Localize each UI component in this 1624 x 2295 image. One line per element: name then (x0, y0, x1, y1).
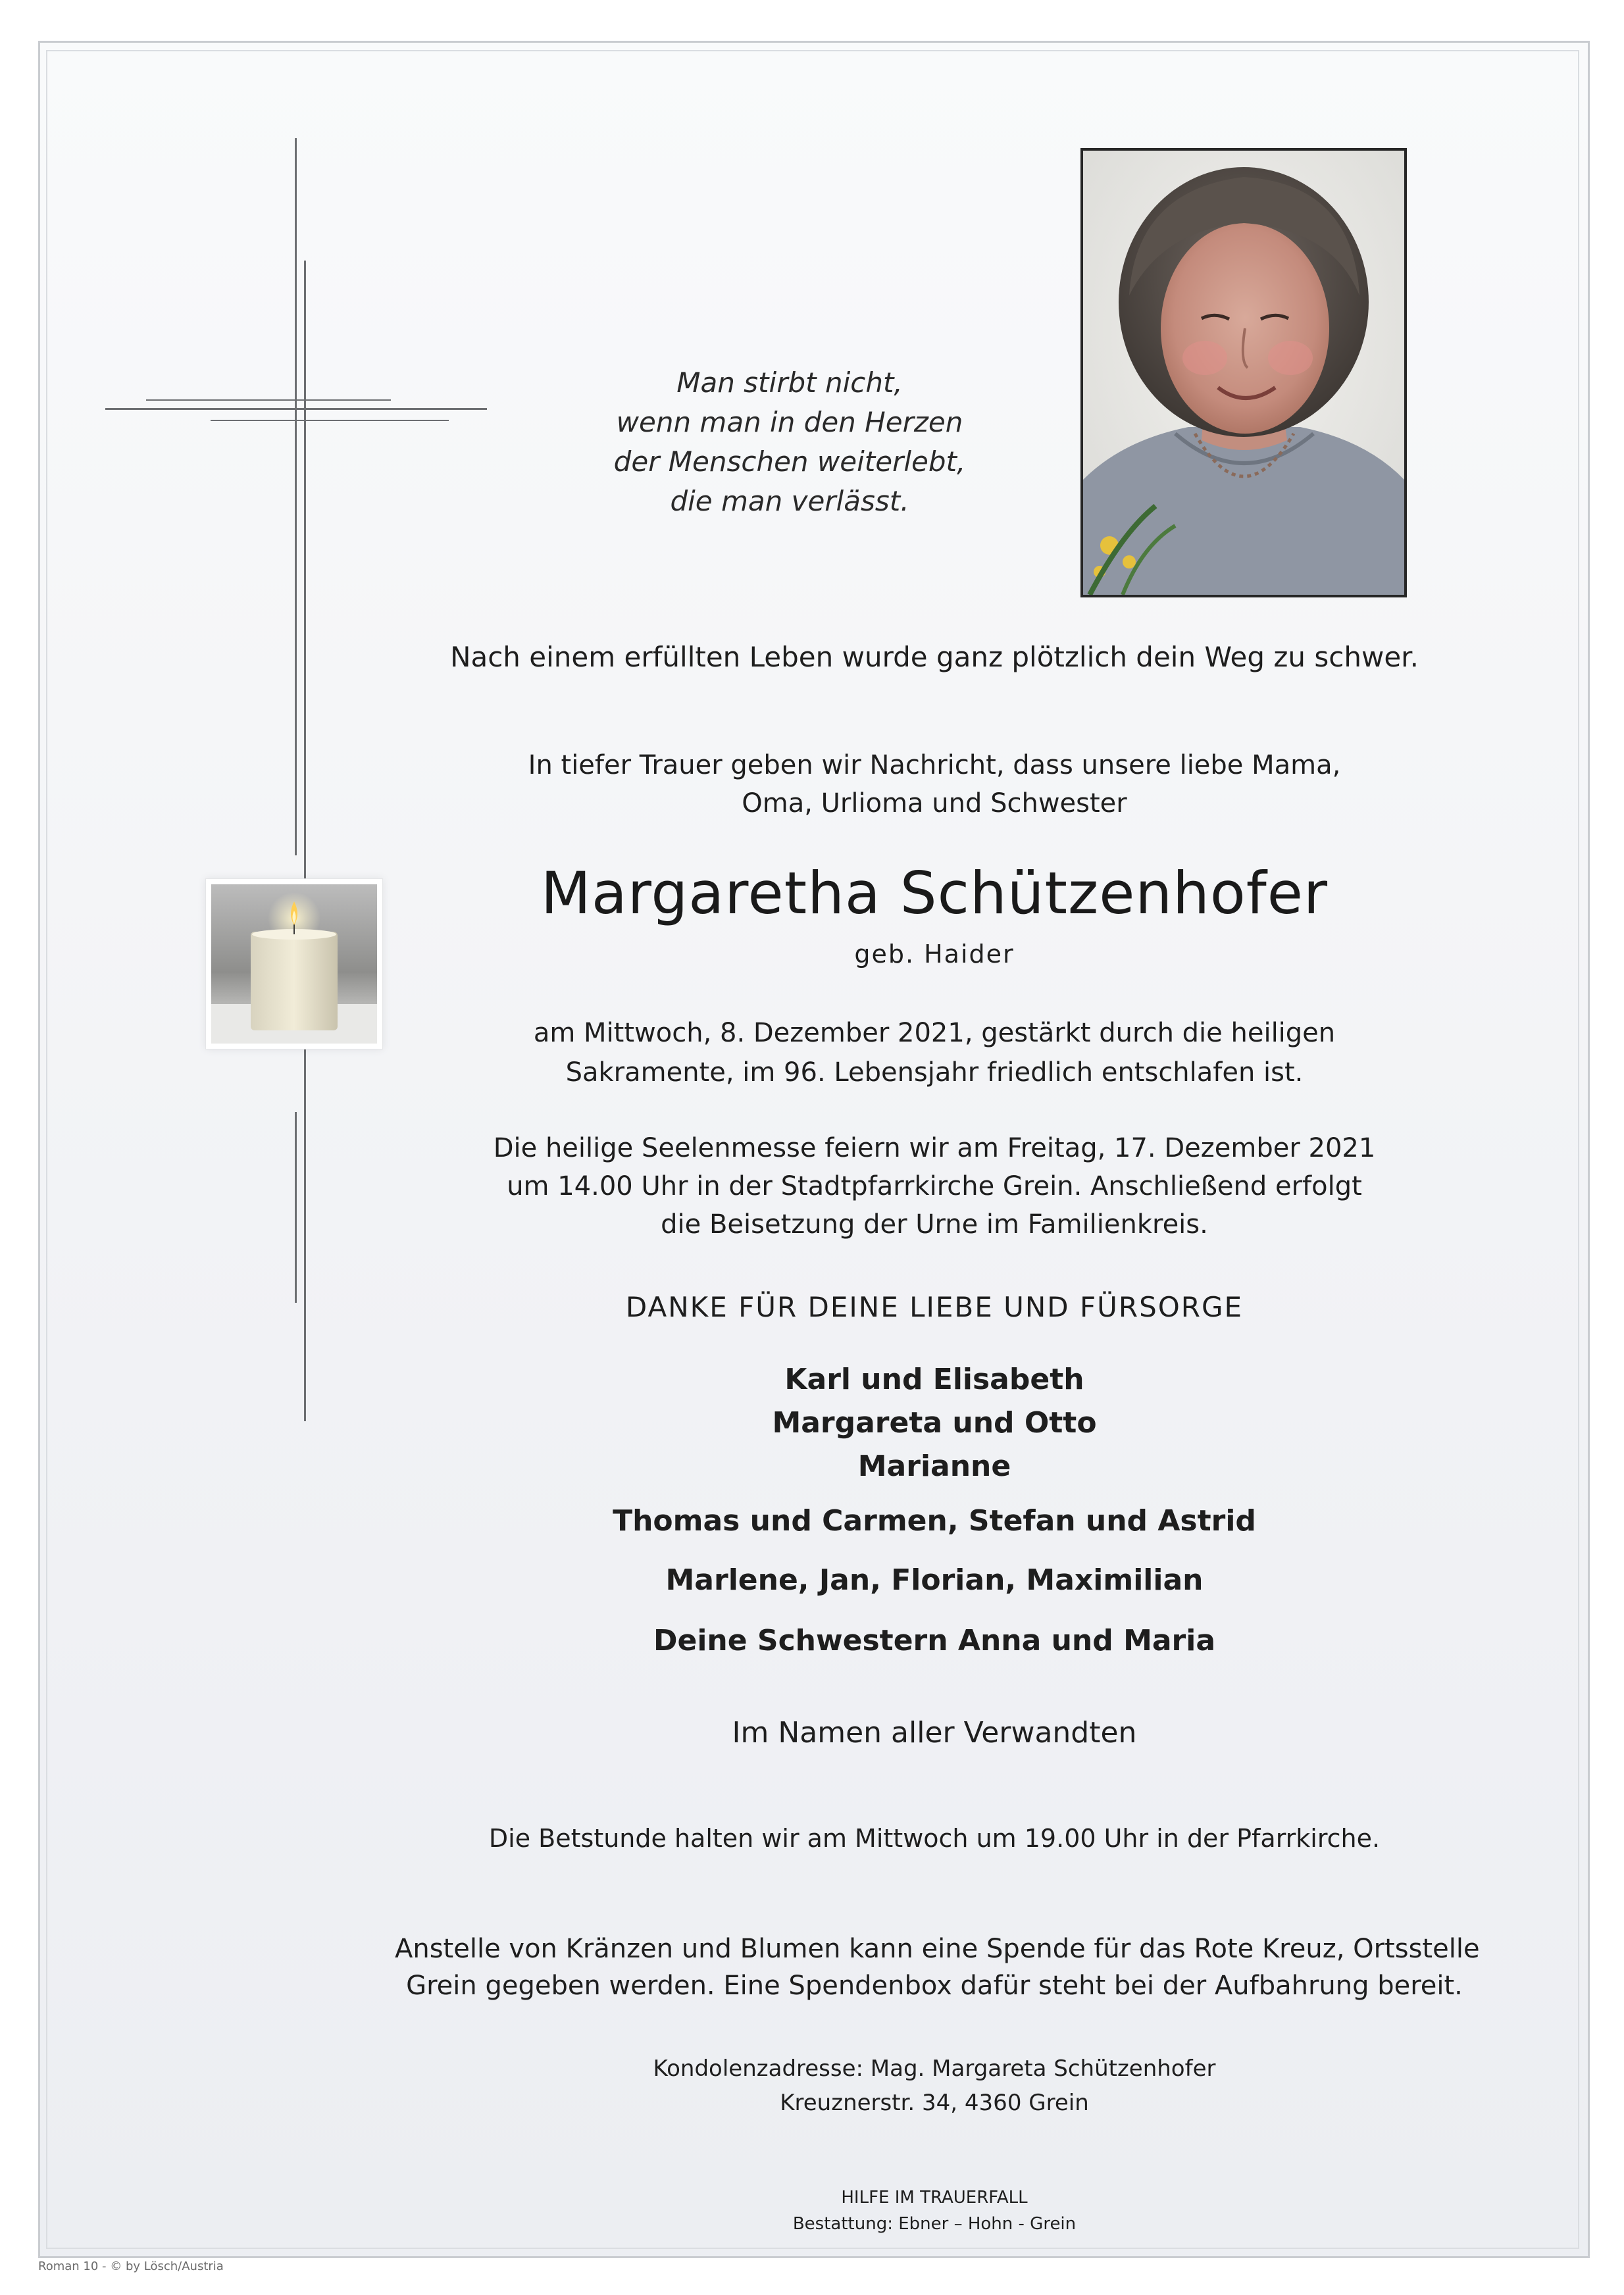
footer-credit: Roman 10 - © by Lösch/Austria (38, 2259, 224, 2273)
cross-vertical-line-c (295, 1112, 297, 1303)
birth-name: geb. Haider (854, 940, 1015, 969)
portrait-photo (1080, 148, 1407, 597)
condolence-address (395, 2052, 1474, 2120)
family-grandchildren: Thomas und Carmen, Stefan und Astrid (613, 1504, 1256, 1538)
mass-info-line: um 14.00 Uhr in der Stadtpfarrkirche Grein. Anschließend erfolgt (507, 1171, 1362, 1201)
thanks-heading: DANKE FÜR DEINE LIEBE UND FÜRSORGE (625, 1291, 1244, 1323)
quote-block (586, 363, 994, 521)
quote-line: die man verlässt. (670, 485, 909, 517)
announcement-line: Oma, Urlioma und Schwester (742, 788, 1127, 819)
cross-horizontal-line-a (105, 408, 487, 410)
cross-vertical-line-b (304, 261, 306, 1421)
family-great-grandchildren: Marlene, Jan, Florian, Maximilian (665, 1563, 1204, 1597)
family-sisters: Deine Schwestern Anna und Maria (653, 1624, 1216, 1657)
announcement-line: In tiefer Trauer geben wir Nachricht, dass unsere liebe Mama, (528, 750, 1341, 780)
intro-text: Nach einem erfüllten Leben wurde ganz plötzlich dein Weg zu schwer. (450, 641, 1419, 673)
candle-icon (205, 878, 383, 1049)
cross-horizontal-line-b (146, 399, 391, 401)
announcement-text (395, 746, 1474, 822)
deceased-name: Margaretha Schützenhofer (540, 859, 1329, 927)
relatives-text: Im Namen aller Verwandten (732, 1716, 1137, 1750)
mass-info (395, 1129, 1474, 1244)
quote-line: Man stirbt nicht, (676, 366, 903, 399)
death-notice-line: am Mittwoch, 8. Dezember 2021, gestärkt durch die heiligen (533, 1018, 1336, 1048)
family-children (395, 1358, 1474, 1488)
donation-note (395, 1930, 1480, 2004)
undertaker-line: HILFE IM TRAUERFALL (841, 2188, 1028, 2207)
prayer-hour: Die Betstunde halten wir am Mittwoch um 19.00 Uhr in der Pfarrkirche. (488, 1824, 1381, 1853)
family-line: Margareta und Otto (772, 1406, 1097, 1440)
undertaker-info (395, 2184, 1474, 2237)
family-line: Marianne (857, 1450, 1011, 1483)
mass-info-line: Die heilige Seelenmesse feiern wir am Freitag, 17. Dezember 2021 (493, 1133, 1376, 1163)
death-notice-line: Sakramente, im 96. Lebensjahr friedlich entschlafen ist. (565, 1057, 1304, 1088)
cross-vertical-line-a (295, 138, 297, 855)
donation-line: Anstelle von Kränzen und Blumen kann eine Spende für das Rote Kreuz, Ortsstelle (395, 1934, 1480, 1964)
cross-horizontal-line-c (211, 420, 449, 421)
quote-line: der Menschen weiterlebt, (613, 445, 966, 478)
donation-line: Grein gegeben werden. Eine Spendenbox dafür steht bei der Aufbahrung bereit. (406, 1971, 1463, 2001)
death-notice (395, 1013, 1474, 1092)
quote-line: wenn man in den Herzen (616, 406, 963, 438)
family-line: Karl und Elisabeth (784, 1363, 1084, 1396)
portrait-illustration (1083, 151, 1404, 595)
candle-illustration (206, 879, 382, 1049)
undertaker-line: Bestattung: Ebner – Hohn - Grein (792, 2214, 1077, 2234)
condolence-line: Kondolenzadresse: Mag. Margareta Schützenhofer (653, 2055, 1216, 2082)
mass-info-line: die Beisetzung der Urne im Familienkreis. (661, 1209, 1208, 1240)
condolence-line: Kreuznerstr. 34, 4360 Grein (780, 2090, 1089, 2116)
